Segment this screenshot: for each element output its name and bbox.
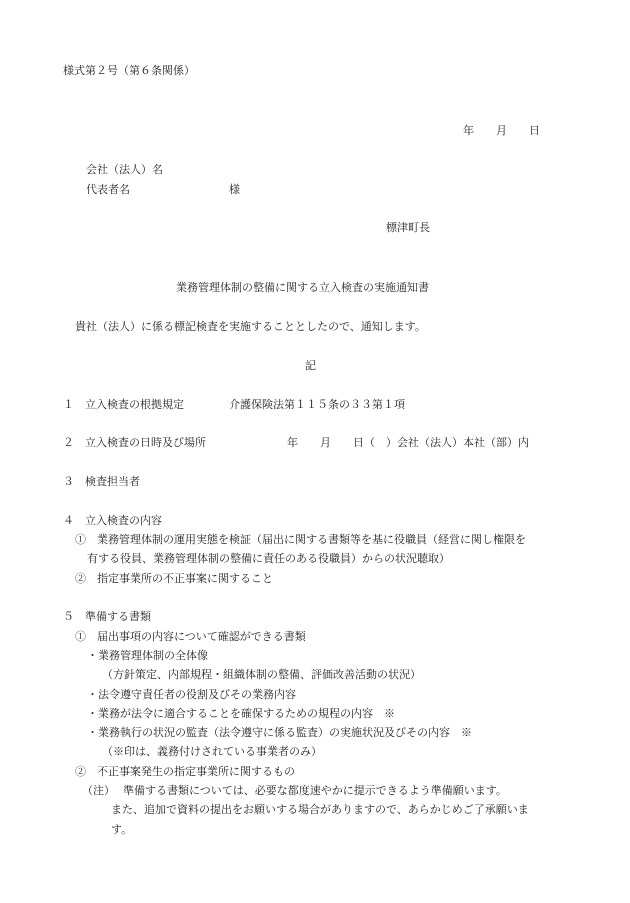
item4-sub1-line1: ① 業務管理体制の運用実態を検証（届出に関する書類等を基に役職員（経営に関し権限を xyxy=(75,533,526,546)
ki-heading: 記 xyxy=(305,359,316,372)
item5-asterisk-note: （※印は、義務付けされている事業者のみ） xyxy=(102,745,322,758)
item4-heading: ４ 立入検査の内容 xyxy=(63,514,162,527)
item5-sub2: ② 不正事案発生の指定事業所に関するもの xyxy=(75,765,295,778)
item5-bullet1: ・業務管理体制の全体像 xyxy=(87,649,208,662)
item1-value: 介護保険法第１１５条の３３第１項 xyxy=(229,398,405,411)
item2-value: 年 月 日（ ）会社（法人）本社（部）内 xyxy=(287,436,529,449)
item5-bullet2: ・法令遵守責任者の役割及びその業務内容 xyxy=(87,688,296,701)
recipient-honorific: 様 xyxy=(229,183,240,196)
intro-text: 貴社（法人）に係る標記検査を実施することとしたので、通知します。 xyxy=(75,320,426,333)
item3-label: ３ 検査担当者 xyxy=(63,475,140,488)
item2-label: ２ 立入検査の日時及び場所 xyxy=(63,436,206,449)
item4-sub1-line2: 有する役員、業務管理体制の整備に責任のある役職員）からの状況聴取） xyxy=(87,552,450,565)
note-label: （注） xyxy=(82,784,115,797)
note-line2: また、追加で資料の提出をお願いする場合がありますので、あらかじめご了承願いま xyxy=(111,803,529,816)
recipient-representative: 代表者名 xyxy=(86,183,130,196)
item5-bullet4: ・業務執行の状況の監査（法令遵守に係る監査）の実施状況及びその内容 ※ xyxy=(87,726,472,739)
item4-sub2: ② 指定事業所の不正事案に関すること xyxy=(75,572,273,585)
note-line3: す。 xyxy=(111,823,133,836)
note-line1: 準備する書類については、必要な都度速やかに提示できるよう準備願います。 xyxy=(123,784,507,797)
item1-label: １ 立入検査の根拠規定 xyxy=(63,398,184,411)
item5-heading: ５ 準備する書類 xyxy=(63,610,151,623)
item5-sub1: ① 届出事項の内容について確認ができる書類 xyxy=(75,630,306,643)
item5-bullet1-note: （方針策定、内部規程・組織体制の整備、評価改善活動の状況） xyxy=(102,668,421,681)
date-line: 年 月 日 xyxy=(463,124,540,137)
document-title: 業務管理体制の整備に関する立入検査の実施通知書 xyxy=(176,281,429,294)
item5-bullet3: ・業務が法令に適合することを確保するための規程の内容 ※ xyxy=(87,707,395,720)
form-number: 様式第２号（第６条関係） xyxy=(63,64,195,77)
recipient-company: 会社（法人）名 xyxy=(86,163,163,176)
sender: 標津町長 xyxy=(386,221,430,234)
